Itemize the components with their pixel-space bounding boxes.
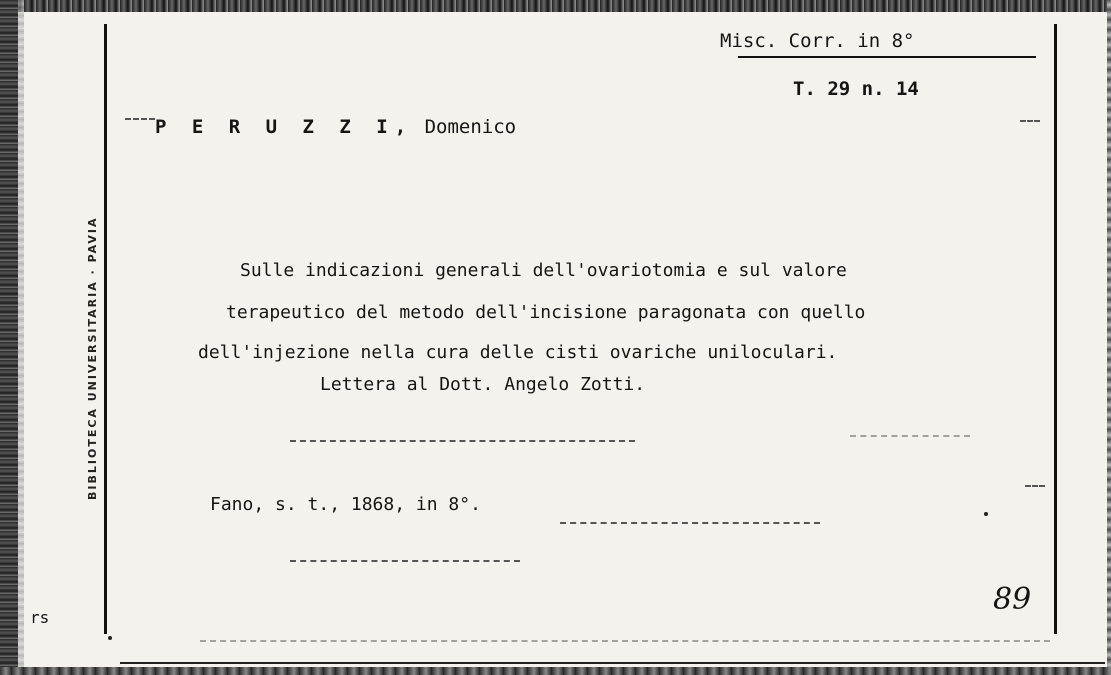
title-line-3: dell'injezione nella cura delle cisti ovariche uniloculari.: [198, 342, 838, 363]
dash-artifact: [290, 560, 520, 563]
library-stamp: BIBLIOTECA UNIVERSITARIA · PAVIA: [86, 216, 99, 500]
author-heading: [155, 116, 516, 138]
card-left-edge: [0, 0, 18, 675]
dash-artifact: [1025, 485, 1045, 488]
card-left-edge-shadow: [18, 0, 24, 675]
title-line-1: Sulle indicazioni generali dell'ovariotomia e sul valore: [240, 260, 847, 281]
author-given-name: Domenico: [424, 116, 517, 138]
dash-artifact: [290, 440, 635, 443]
ink-dot: [984, 512, 988, 516]
dash-artifact: [1020, 120, 1040, 123]
left-margin-rule: [104, 24, 107, 634]
volume-number: T. 29 n. 14: [793, 78, 919, 100]
title-line-4: Lettera al Dott. Angelo Zotti.: [320, 374, 646, 395]
dash-artifact: [125, 118, 155, 121]
shelf-mark: rs: [30, 608, 50, 627]
bottom-rule: [120, 662, 1105, 664]
card-bottom-edge: [0, 667, 1111, 675]
collection-label: Misc. Corr. in 8°: [720, 30, 915, 52]
dash-artifact: [850, 435, 970, 438]
collection-underline: [738, 56, 1036, 58]
author-surname: P E R U Z Z I,: [155, 116, 414, 138]
dash-artifact: [560, 522, 820, 525]
ink-dot: [108, 636, 112, 640]
card-top-edge: [0, 0, 1111, 12]
right-margin-rule: [1054, 24, 1057, 634]
title-line-2: terapeutico del metodo dell'incisione paragonata con quello: [226, 302, 866, 323]
imprint-line: Fano, s. t., 1868, in 8°.: [210, 494, 481, 515]
card-right-edge: [1107, 0, 1111, 675]
dash-artifact: [200, 640, 1050, 643]
handwritten-number: 89: [993, 582, 1032, 617]
